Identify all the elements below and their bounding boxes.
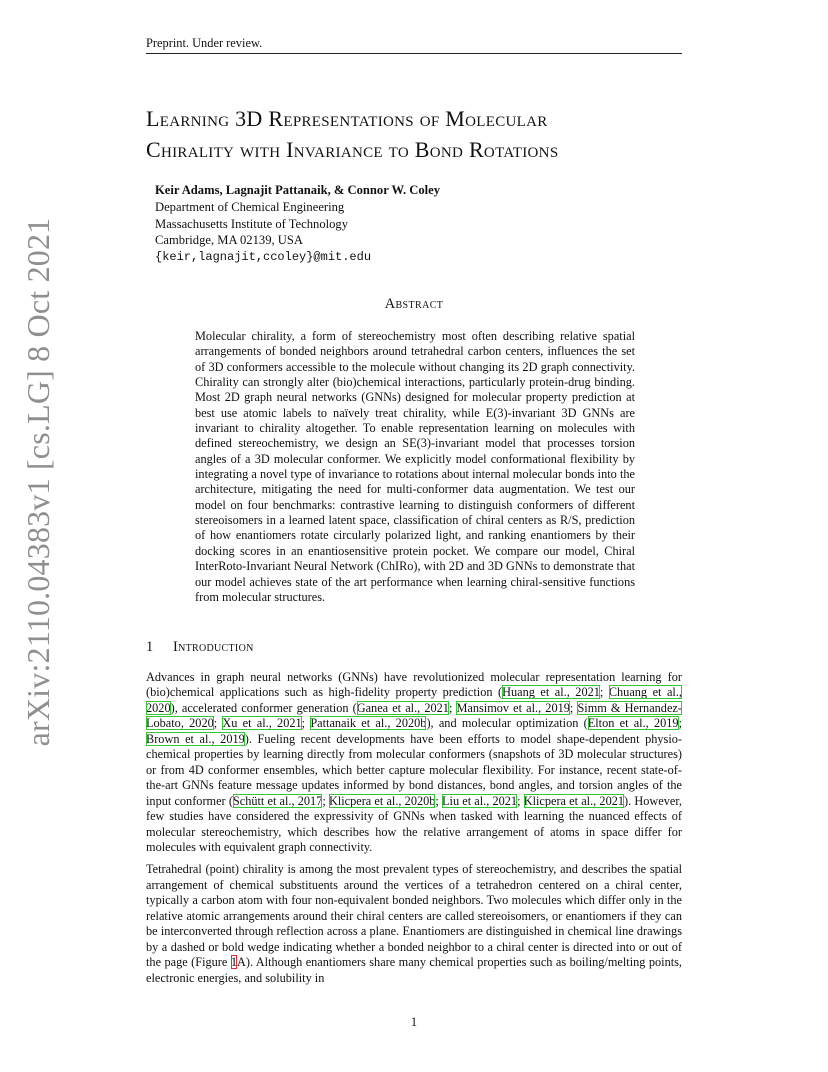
citation-separator: ;	[301, 716, 311, 731]
citation-link[interactable]: Ganea et al., 2021	[356, 700, 449, 715]
citation-separator: ;	[569, 700, 578, 715]
paper-title	[146, 103, 706, 165]
author-names: Keir Adams, Lagnajit Pattanaik, & Connor W. Coley	[155, 183, 441, 197]
paragraph-text: Tetrahedral (point) chirality is among the most prevalent types of stereochemistry, and describes the spatial arrangement of chemical substituents around the vertices of a tetrahedron centered on a chiral center, typically a carbon atom with four non-equivalent bonded neighbors. Two molecules which differ only in the relative atomic arrangements around their chiral centers are called stereoisomers, or enantiomers if they can be interconverted through reflection across a plane. Enantiomers are distinguished in chemical line drawings by a dashed or bold wedge indicating whether a bonded neighbor to a chiral center is directed into or out of the page (Figure	[146, 862, 682, 970]
citation-separator: ;	[213, 716, 223, 731]
citation-link[interactable]: Pattanaik et al., 2020b	[310, 716, 427, 731]
intro-paragraph-1	[146, 670, 682, 855]
section-heading	[146, 638, 682, 656]
paragraph-text: A). Although enantiomers share many chemical properties such as boiling/melting points, electronic energies, and solubility in	[146, 955, 682, 985]
paragraph-text: ), and molecular optimization (	[426, 716, 588, 731]
citation-separator: ;	[517, 793, 524, 808]
citation-link[interactable]: Elton et al., 2019	[587, 716, 679, 731]
citation-link[interactable]: Mansimov et al., 2019	[456, 700, 570, 715]
paragraph-text: ). However, few studies have considered the expressivity of GNNs when tasked with learning the nuanced effects of molecular stereochemistry, which describes how the relative arrangement of atoms in space differ for molecules with equivalent graph connectivity.	[146, 793, 683, 854]
title-line-1: Learning 3D Representations of Molecular	[146, 106, 548, 131]
author-institution: Massachusetts Institute of Technology	[155, 216, 349, 231]
paragraph-text: ). Fueling recent developments have been efforts to model shape-dependent physio-chemical properties by learning directly from molecular conformers (snapshots of 3D molecular structures) or from 4D conformer ensembles, which better capture molecular flexibility. For instance, recent state-of-the-art GNNs feature message updates informed by bond distances, bond angles, and torsion angles of the input conformer (	[146, 731, 682, 808]
title-line-2: Chirality with Invariance to Bond Rotations	[146, 137, 559, 162]
citation-link[interactable]: Klicpera et al., 2021	[523, 793, 625, 808]
abstract-text: Molecular chirality, a form of stereochemistry most often describing relative spatial arrangements of bonded neighbors around tetrahedral carbon centers, influences the set of 3D conformers accessible to the molecule without changing its 2D graph connectivity. Chirality can strongly alter (bio)chemical interactions, particularly protein-drug binding. Most 2D graph neural networks (GNNs) designed for molecular property prediction at best use atomic labels to naïvely treat chirality, while E(3)-invariant 3D GNNs are invariant to chirality altogether. To enable representation learning on molecules with defined stereochemistry, we design an SE(3)-invariant model that processes torsion angles of a 3D molecular conformer. We explicitly model conformational flexibility by integrating a novel type of invariance to rotations about internal molecular bonds into the architecture, mitigating the need for multi-conformer data augmentation. We test our model on four benchmarks: contrastive learning to distinguish conformers of different stereoisomers in a learned latent space, classification of chiral centers as R/S, prediction of how enantiomers rotate circularly polarized light, and ranking enantiomers by their docking scores in an enantiosensitive protein pocket. We compare our model, Chiral InterRoto-Invariant Neural Network (ChIRo), with 2D and 3D GNNs to demonstrate that our model achieves state of the art performance when learning chiral-sensitive functions from molecular structures.	[195, 329, 635, 604]
author-email[interactable]: {keir,lagnajit,ccoley}@mit.edu	[155, 250, 372, 265]
citation-separator: ;	[599, 685, 609, 700]
section-number: 1	[146, 639, 154, 655]
citation-link[interactable]: Klicpera et al., 2020b	[328, 793, 436, 808]
citation-link[interactable]: Schütt et al., 2017	[232, 793, 323, 808]
citation-link[interactable]: Brown et al., 2019	[146, 731, 245, 746]
citation-separator: ;	[448, 700, 457, 715]
paragraph-text: ), accelerated conformer generation (	[170, 700, 357, 715]
author-department: Department of Chemical Engineering	[155, 199, 345, 214]
section-title: Introduction	[173, 639, 254, 655]
arxiv-identifier-stamp[interactable]: arXiv:2110.04383v1 [cs.LG] 8 Oct 2021	[20, 217, 56, 747]
citation-link[interactable]: Xu et al., 2021	[222, 716, 302, 731]
running-header	[146, 34, 682, 54]
citation-link[interactable]: Liu et al., 2021	[442, 793, 518, 808]
citation-link[interactable]: Chuang et al., 2020	[146, 685, 682, 715]
author-block	[155, 182, 655, 266]
intro-paragraph-2	[146, 862, 682, 986]
citation-separator: ;	[322, 793, 329, 808]
author-address: Cambridge, MA 02139, USA	[155, 233, 303, 248]
figure-reference-link[interactable]: 1	[230, 955, 237, 970]
paragraph-text: Advances in graph neural networks (GNNs) have revolutionized molecular representation learning for (bio)chemical applications such as high-fidelity property prediction (	[146, 670, 682, 700]
page-number: 1	[410, 1015, 418, 1029]
running-head-text: Preprint. Under review.	[146, 36, 263, 50]
citation-link[interactable]: Simm & Hernandez-Lobato, 2020	[146, 700, 682, 731]
citation-separator: ;	[678, 716, 683, 731]
citation-link[interactable]: Huang et al., 2021	[502, 685, 600, 700]
abstract-heading: Abstract	[384, 296, 444, 312]
citation-separator: ;	[435, 793, 443, 808]
introduction-body	[146, 670, 682, 986]
